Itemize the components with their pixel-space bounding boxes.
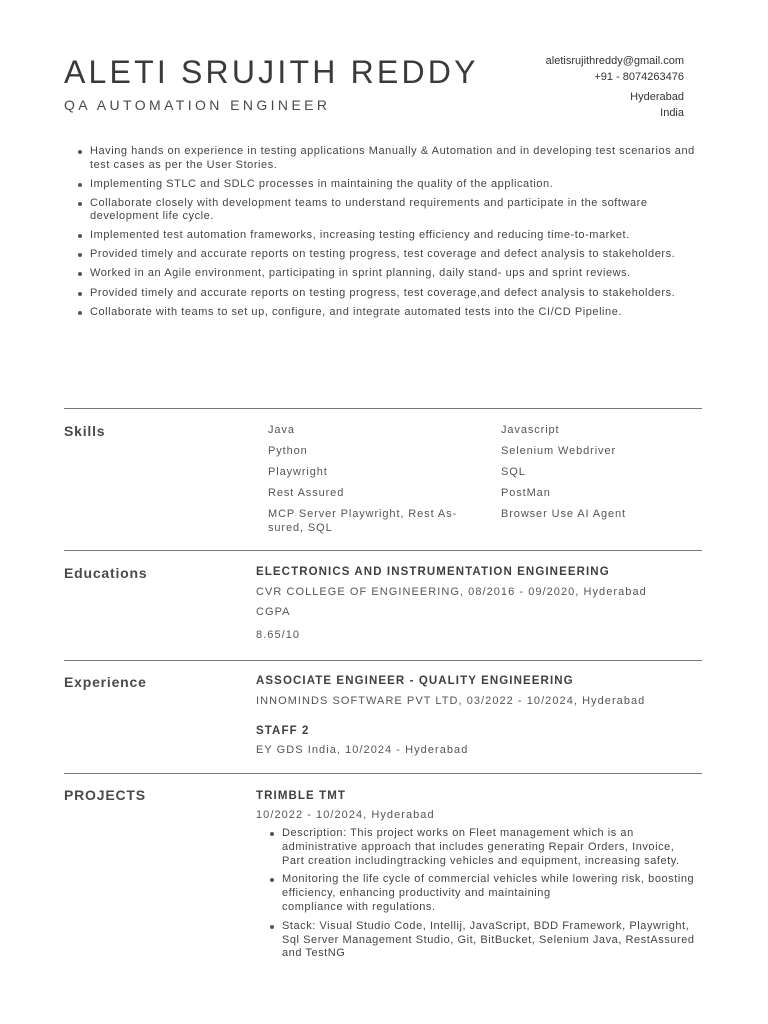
project-bullet: Stack: Visual Studio Code, Intellij, JavaScript, BDD Framework, Playwright, Sql Server Management Studio, Git, BitBucket, Selenium Java, RestAssured and TestNG bbox=[270, 920, 700, 961]
experience-heading: Experience bbox=[64, 674, 147, 690]
summary-item: Provided timely and accurate reports on testing progress, test coverage and defect analysis to stakeholders. bbox=[78, 248, 698, 262]
section-divider bbox=[64, 550, 702, 551]
degree-title: ELECTRONICS AND INSTRUMENTATION ENGINEERING bbox=[256, 566, 610, 578]
candidate-name: ALETI SRUJITH REDDY bbox=[64, 54, 479, 90]
email-link[interactable]: aletisrujithreddy@gmail.com bbox=[545, 55, 684, 67]
project-bullet: Monitoring the life cycle of commercial vehicles while lowering risk, boosting efficiency, enhancing productivity and maintaining compliance with regulations. bbox=[270, 873, 700, 914]
gpa-label: CGPA bbox=[256, 606, 291, 618]
gpa-value: 8.65/10 bbox=[256, 629, 301, 641]
job-title: ASSOCIATE ENGINEER - QUALITY ENGINEERING bbox=[256, 675, 574, 687]
project-bullet: Description: This project works on Fleet management which is an administrative approach that includes generating Repair Orders, Invoice, Part creation includingtracking vehicles and equipment, increasing safety. bbox=[270, 827, 700, 868]
project-name: TRIMBLE TMT bbox=[256, 790, 347, 802]
section-divider bbox=[64, 773, 702, 774]
skills-heading: Skills bbox=[64, 423, 106, 439]
skill-item: Browser Use AI Agent bbox=[501, 508, 626, 520]
location-city: Hyderabad bbox=[630, 91, 684, 103]
section-divider bbox=[64, 408, 702, 409]
summary-item: Worked in an Agile environment, participating in sprint planning, daily stand- ups and sprint reviews. bbox=[78, 267, 698, 281]
education-heading: Educations bbox=[64, 565, 148, 581]
job-title: STAFF 2 bbox=[256, 725, 310, 737]
skill-item: Selenium Webdriver bbox=[501, 445, 617, 457]
summary-item: Having hands on experience in testing applications Manually & Automation and in developing test scenarios and test cases as per the User Stories. bbox=[78, 145, 698, 172]
skill-item: MCP Server Playwright, Rest As- sured, SQL bbox=[268, 508, 458, 534]
job-role: QA AUTOMATION ENGINEER bbox=[64, 97, 331, 113]
skill-item: Java bbox=[268, 424, 295, 436]
job-company: INNOMINDS SOFTWARE PVT LTD, 03/2022 - 10/2024, Hyderabad bbox=[256, 695, 646, 707]
job-company: EY GDS India, 10/2024 - Hyderabad bbox=[256, 744, 469, 756]
summary-item: Implementing STLC and SDLC processes in maintaining the quality of the application. bbox=[78, 178, 698, 192]
skill-item: Rest Assured bbox=[268, 487, 345, 499]
summary-list bbox=[78, 145, 698, 325]
contact-block bbox=[546, 53, 684, 121]
section-divider bbox=[64, 660, 702, 661]
summary-item: Collaborate closely with development teams to understand requirements and participate in the software development life cycle. bbox=[78, 197, 698, 224]
phone-number: +91 - 8074263476 bbox=[594, 71, 684, 83]
projects-heading: PROJECTS bbox=[64, 787, 146, 803]
skill-item: Playwright bbox=[268, 466, 328, 478]
summary-item: Provided timely and accurate reports on testing progress, test coverage,and defect analysis to stakeholders. bbox=[78, 287, 698, 301]
location-country: India bbox=[660, 107, 684, 119]
skill-item: SQL bbox=[501, 466, 526, 478]
school-info: CVR COLLEGE OF ENGINEERING, 08/2016 - 09/2020, Hyderabad bbox=[256, 586, 647, 598]
skill-item: PostMan bbox=[501, 487, 551, 499]
summary-item: Implemented test automation frameworks, increasing testing efficiency and reducing time-to-market. bbox=[78, 229, 698, 243]
skill-item: Javascript bbox=[501, 424, 560, 436]
summary-item: Collaborate with teams to set up, configure, and integrate automated tests into the CI/CD Pipeline. bbox=[78, 306, 698, 320]
skill-item: Python bbox=[268, 445, 308, 457]
project-bullets bbox=[270, 827, 700, 966]
project-dates: 10/2022 - 10/2024, Hyderabad bbox=[256, 809, 435, 821]
